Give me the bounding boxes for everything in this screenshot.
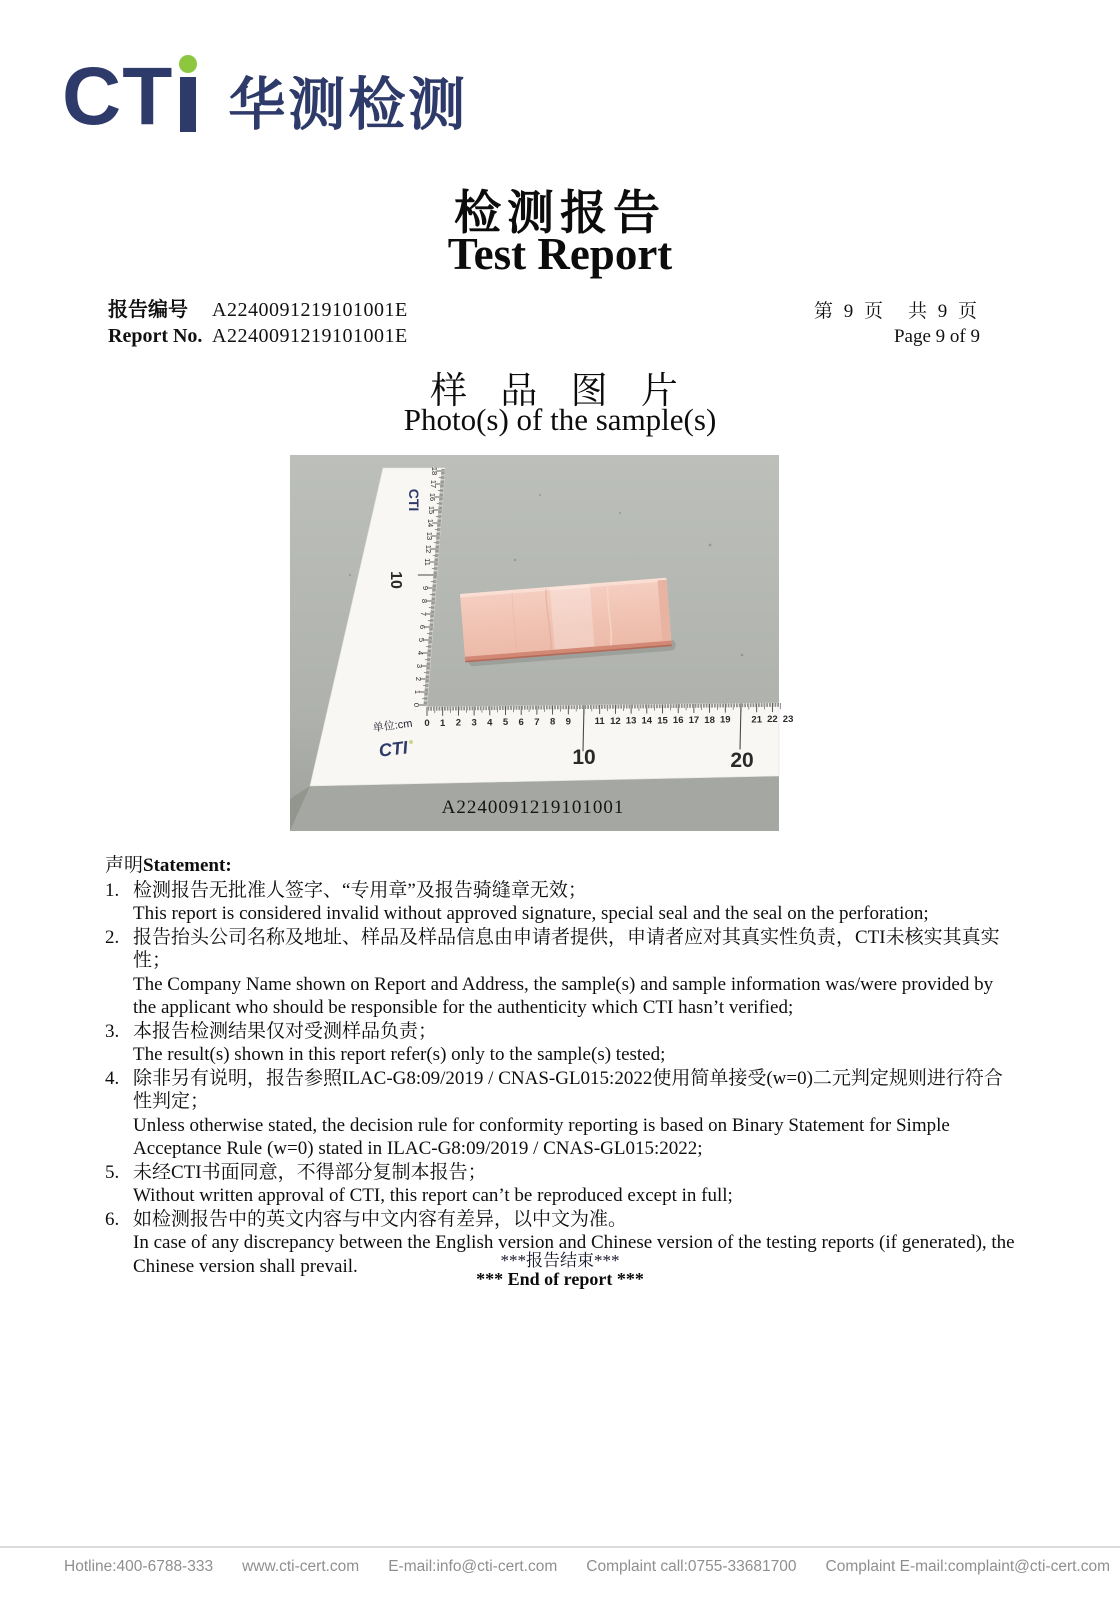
page-indicator-en: Page 9 of 9 [893,326,980,347]
ruler-20-label: 20 [730,749,754,772]
statement-item [105,1067,1020,1161]
statement-item-cn: 检测报告无批准人签字、“专用章”及报告骑缝章无效； [133,879,587,901]
svg-text:22: 22 [767,714,778,726]
svg-text:16: 16 [427,492,437,502]
svg-text:4: 4 [487,717,493,729]
svg-text:12: 12 [423,544,433,554]
statement-item [105,879,1020,926]
statement-item-cn: 除非另有说明，报告参照ILAC-G8:09/2019 / CNAS-GL015:2022使用简单接受(w=0)二元判定规则进行符合性判定； [133,1067,1003,1112]
statement-item-cn: 报告抬头公司名称及地址、样品及样品信息由申请者提供，申请者应对其真实性负责，CTI未核实其真实性； [133,926,1000,971]
statement-heading-cn: 声明 [105,855,144,876]
svg-text:14: 14 [425,518,435,528]
svg-text:3: 3 [414,663,424,669]
svg-text:1: 1 [412,689,422,695]
svg-text:6: 6 [518,716,524,728]
svg-text:12: 12 [610,715,621,727]
logo-green-dot-icon [179,55,197,73]
ruler-unit-label: 单位:cm [372,717,414,735]
report-no-value-en: A2240091219101001E [212,325,408,347]
svg-text:18: 18 [429,466,439,476]
statement-item-en: The Company Name shown on Report and Address, the sample(s) and sample information was/were provided by the applicant who should be responsible for the authenticity which CTI hasn’t verified; [133,973,994,1018]
footer-complaint-call: Complaint call:0755-33681700 [586,1558,797,1575]
sample-photo [290,455,794,831]
statement-item-en: This report is considered invalid without approved signature, special seal and the seal on the perforation; [133,903,929,924]
footer-complaint-email: Complaint E-mail:complaint@cti-cert.com [825,1558,1111,1575]
statement-heading-en: Statement: [143,855,232,876]
svg-text:15: 15 [426,505,436,515]
ruler-brand-horizontal: CTI [377,737,409,761]
svg-text:13: 13 [424,531,434,541]
sample-photo-image [290,455,794,831]
logo-chinese-text: 华测检测 [228,73,469,137]
ruler-10-label: 10 [572,746,596,769]
svg-text:6: 6 [417,624,427,630]
svg-text:15: 15 [657,715,668,727]
svg-text:21: 21 [751,714,762,726]
svg-text:8: 8 [419,598,429,604]
svg-text:7: 7 [534,716,540,728]
footer-contact-bar [64,1558,1111,1576]
svg-text:1: 1 [440,717,446,729]
statement-heading [105,854,1020,878]
statement-item [105,1161,1020,1208]
end-of-report-en: *** End of report *** [476,1269,644,1289]
svg-text:8: 8 [549,716,556,728]
svg-text:18: 18 [704,714,715,726]
end-of-report-cn: ***报告结束*** [500,1251,620,1270]
photo-section-title-en: Photo(s) of the sample(s) [403,402,717,437]
ruler-vertical-10-label: 10 [387,571,404,589]
svg-text:11: 11 [422,558,432,566]
cti-logo [62,51,469,142]
statement-item-en: In case of any discrepancy between the English version and Chinese version of the testing reports (if generated), the Chinese version shall prevail. [133,1232,1015,1277]
statement-item-number: 5. [105,1161,120,1183]
statement-item-number: 1. [105,879,120,901]
statement-section [105,854,1020,1278]
report-title-cn: 检测报告 [454,188,666,240]
statement-item-en: Without written approval of CTI, this report can’t be reproduced except in full; [133,1185,733,1206]
report-no-label-cn: 报告编号 [108,299,188,321]
svg-text:7: 7 [418,611,428,617]
svg-text:2: 2 [455,717,462,729]
statement-item-cn: 未经CTI书面同意，不得部分复制本报告； [133,1161,487,1183]
report-number-block [108,297,408,349]
svg-text:5: 5 [502,717,509,729]
logo-i-stem [180,77,196,132]
statement-item-en: The result(s) shown in this report refer(s) only to the sample(s) tested; [133,1044,666,1065]
statement-item-number: 4. [105,1067,120,1089]
svg-text:23: 23 [782,713,794,725]
statement-item-cn: 如检测报告中的英文内容与中文内容有差异，以中文为准。 [133,1208,628,1230]
footer-website: www.cti-cert.com [242,1558,360,1575]
svg-text:4: 4 [415,650,425,656]
statement-item [105,926,1020,1020]
svg-text:3: 3 [471,717,477,729]
statement-item-en: Unless otherwise stated, the decision rule for conformity reporting is based on Binary Statement for Simple Acceptance Rule (w=0) stated in ILAC-G8:09/2019 / CNAS-GL015:2022; [133,1114,950,1159]
ruler-brand-vertical: CTI [406,488,422,512]
svg-text:9: 9 [420,585,430,591]
ruler-brand-dot-icon [409,740,413,744]
logo-i-glyph [180,55,196,135]
sample-id-caption: A2240091219101001 [441,797,625,818]
svg-text:0: 0 [412,702,421,708]
footer-divider [0,1546,1120,1548]
statement-item-number: 6. [105,1208,120,1230]
svg-text:19: 19 [720,714,731,726]
svg-text:5: 5 [416,637,426,643]
svg-text:13: 13 [625,715,637,727]
statement-item-number: 2. [105,926,120,948]
page-indicator-cn: 第 9 页 共 9 页 [813,301,980,322]
svg-text:2: 2 [413,676,423,682]
page-indicator [814,299,980,349]
footer-email: E-mail:info@cti-cert.com [388,1558,558,1575]
svg-text:14: 14 [641,715,653,727]
statement-item [105,1020,1020,1067]
report-no-value-cn: A2240091219101001E [212,299,408,321]
svg-text:0: 0 [424,718,430,729]
svg-text:11: 11 [594,716,605,728]
statement-item-cn: 本报告检测结果仅对受测样品负责； [133,1020,438,1042]
report-title-en: Test Report [447,229,673,279]
svg-text:16: 16 [672,715,684,727]
photo-section-title-cn: 样 品 图 片 [430,371,690,412]
svg-text:9: 9 [565,716,571,728]
report-no-label-en: Report No. [108,325,203,347]
svg-text:17: 17 [688,714,700,726]
svg-text:17: 17 [428,479,438,489]
statement-item-number: 3. [105,1020,120,1042]
logo-cti-text: CT [62,51,174,142]
footer-hotline: Hotline:400-6788-333 [64,1558,214,1575]
